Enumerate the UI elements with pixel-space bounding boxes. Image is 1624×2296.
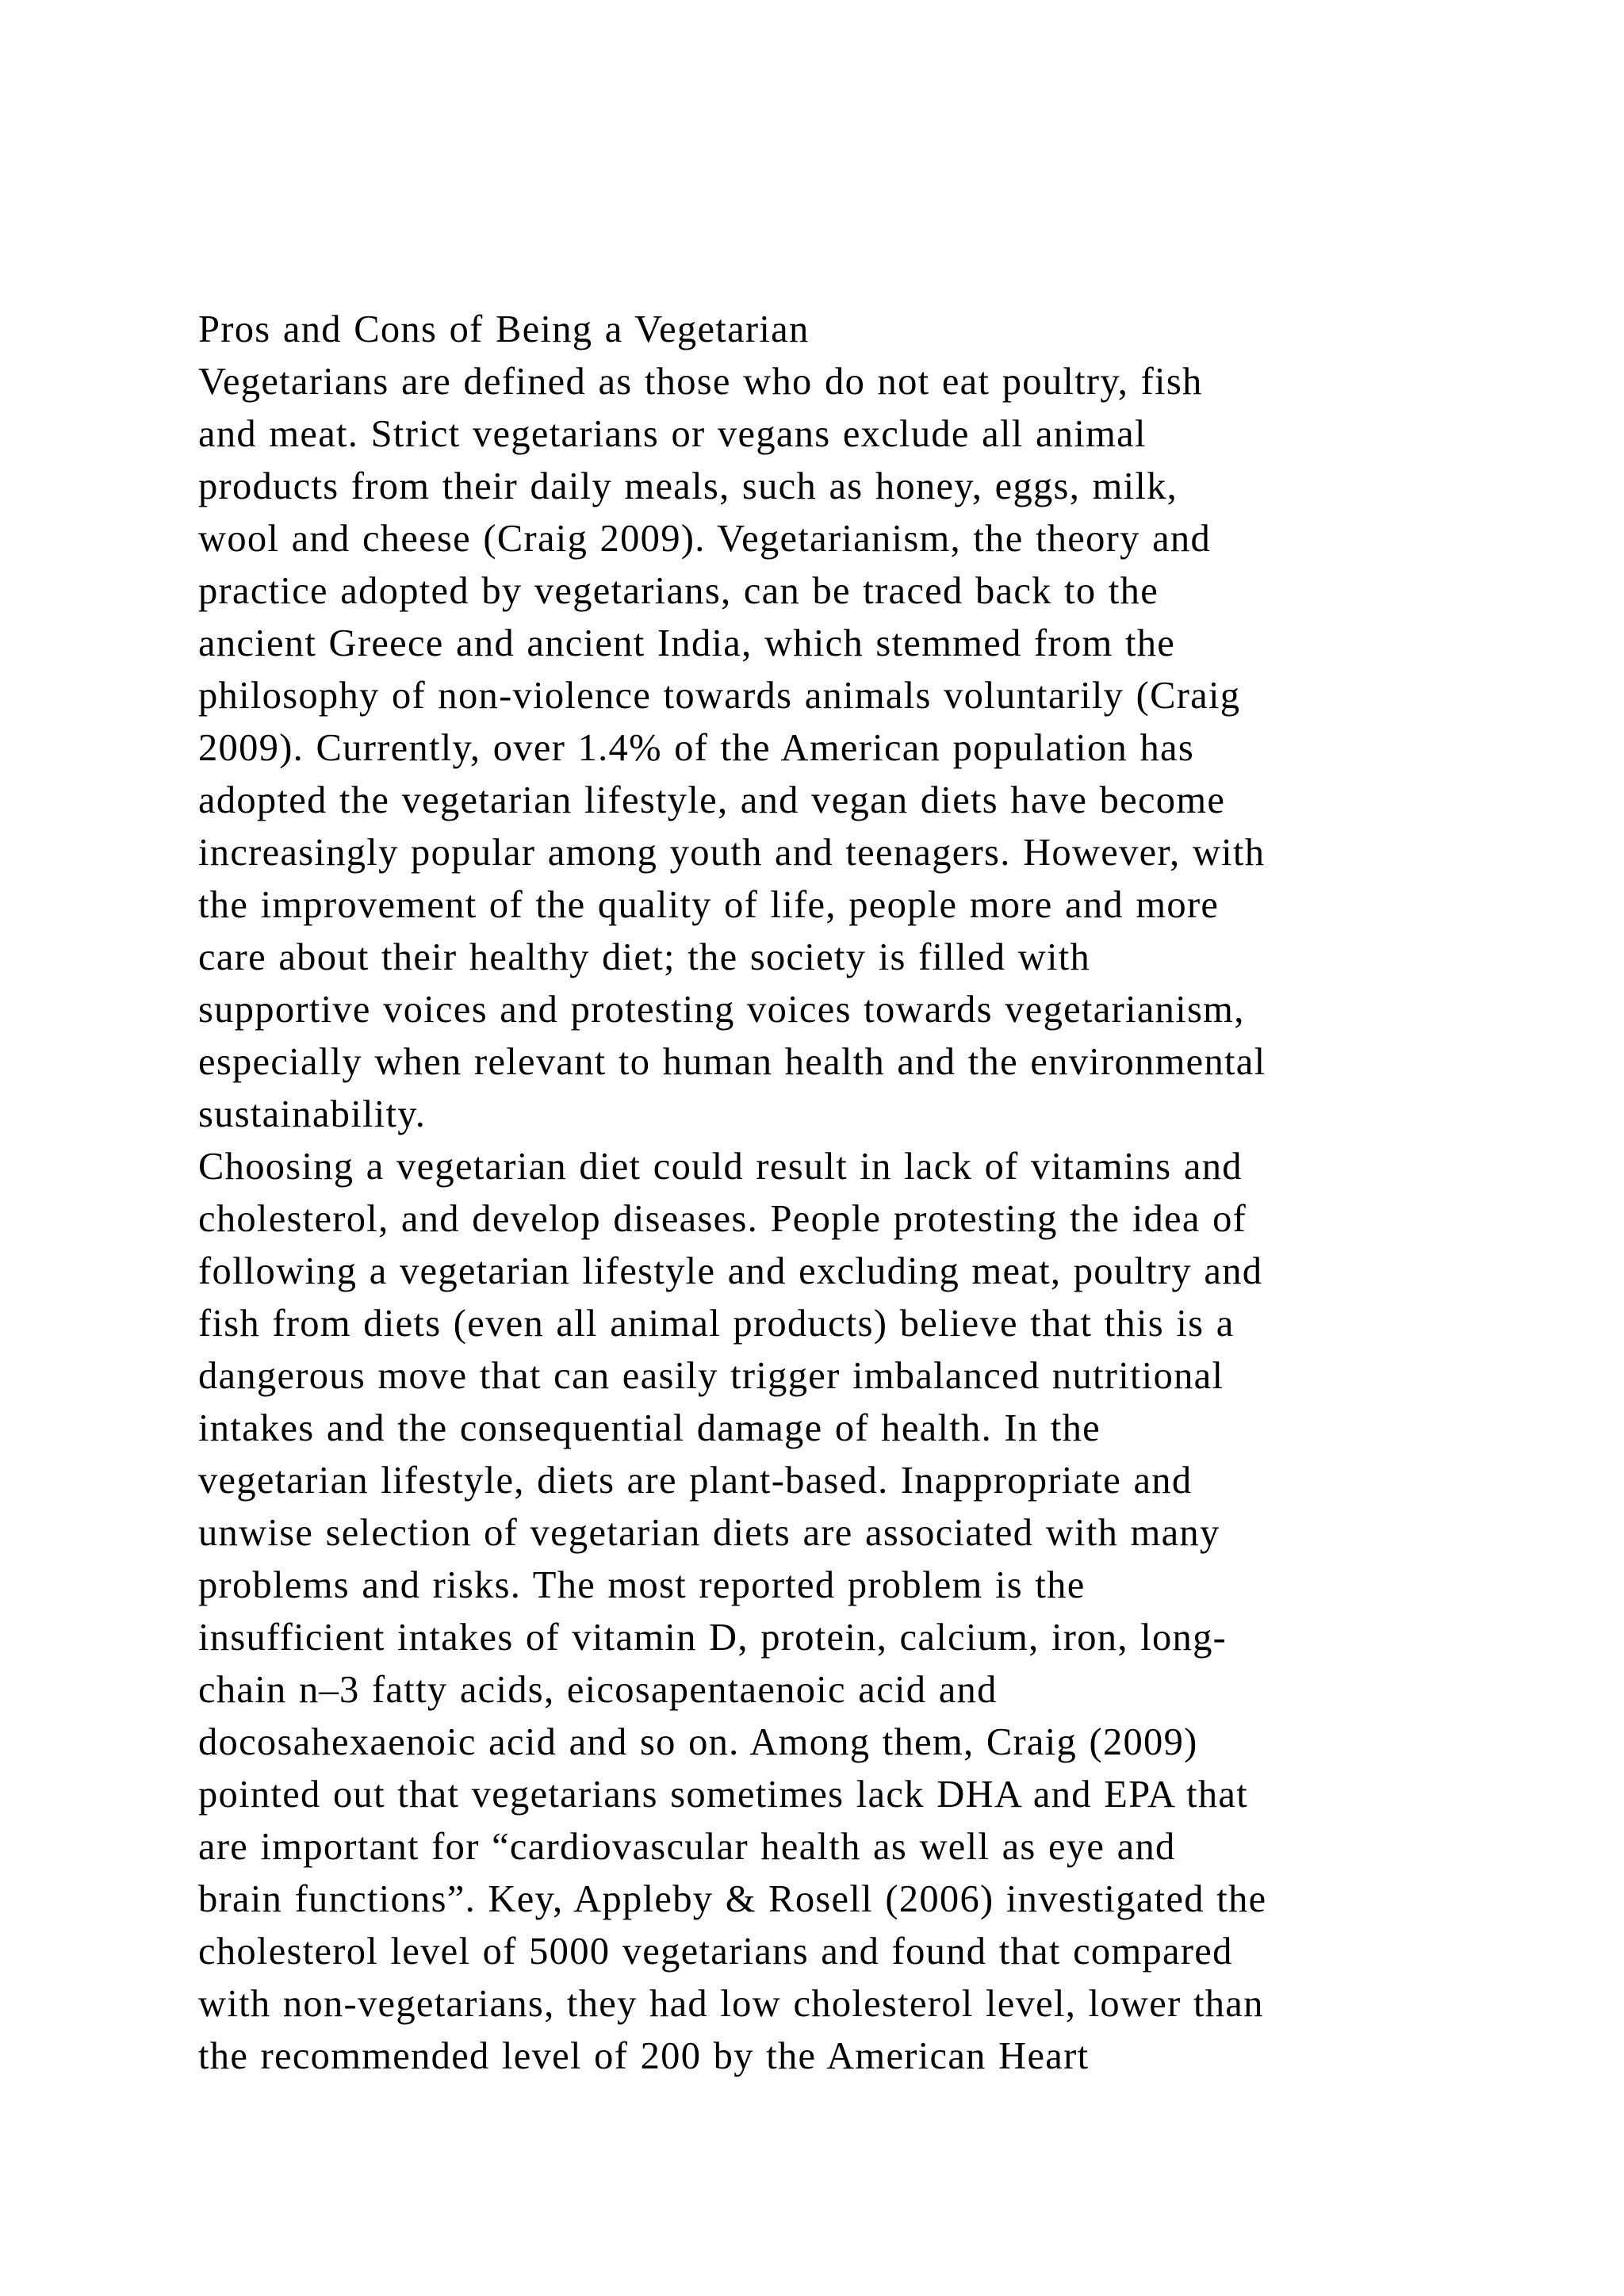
document-body (198, 304, 1530, 2083)
text-line: unwise selection of vegetarian diets are associated with many (198, 1512, 1220, 1554)
text-line: are important for “cardiovascular health as well as eye and (198, 1826, 1176, 1868)
text-line: wool and cheese (Craig 2009). Vegetarianism, the theory and (198, 518, 1211, 560)
text-line: brain functions”. Key, Appleby & Rosell (2006) investigated the (198, 1878, 1267, 1920)
text-line: insufficient intakes of vitamin D, protein, calcium, iron, long- (198, 1617, 1228, 1659)
text-line: fish from diets (even all animal products) believe that this is a (198, 1303, 1235, 1345)
text-line: sustainability. (198, 1093, 427, 1135)
text-line: products from their daily meals, such as honey, eggs, milk, (198, 465, 1178, 507)
text-line: increasingly popular among youth and teenagers. However, with (198, 832, 1266, 874)
text-line: adopted the vegetarian lifestyle, and vegan diets have become (198, 779, 1226, 821)
text-line: especially when relevant to human health and the environmental (198, 1041, 1266, 1083)
text-line: vegetarian lifestyle, diets are plant-based. Inappropriate and (198, 1460, 1193, 1502)
text-line: 2009). Currently, over 1.4% of the American population has (198, 727, 1195, 769)
text-line: docosahexaenoic acid and so on. Among them, Craig (2009) (198, 1721, 1198, 1763)
text-line: ancient Greece and ancient India, which stemmed from the (198, 622, 1176, 664)
text-line: cholesterol level of 5000 vegetarians and found that compared (198, 1931, 1233, 1973)
text-line: philosophy of non-violence towards animals voluntarily (Craig (198, 675, 1241, 717)
text-line: Choosing a vegetarian diet could result in lack of vitamins and (198, 1146, 1243, 1188)
document-title: Pros and Cons of Being a Vegetarian (198, 308, 810, 350)
text-line: supportive voices and protesting voices towards vegetarianism, (198, 989, 1245, 1031)
text-line: with non-vegetarians, they had low cholesterol level, lower than (198, 1983, 1264, 2025)
text-line: chain n–3 fatty acids, eicosapentaenoic acid and (198, 1669, 998, 1711)
text-line: pointed out that vegetarians sometimes lack DHA and EPA that (198, 1774, 1249, 1816)
text-line: practice adopted by vegetarians, can be traced back to the (198, 570, 1159, 612)
text-line: intakes and the consequential damage of health. In the (198, 1407, 1101, 1449)
text-line: the recommended level of 200 by the American Heart (198, 2035, 1090, 2077)
text-line: the improvement of the quality of life, people more and more (198, 884, 1220, 926)
text-line: care about their healthy diet; the society is filled with (198, 936, 1091, 978)
text-line: Vegetarians are defined as those who do not eat poultry, fish (198, 361, 1203, 403)
text-line: problems and risks. The most reported problem is the (198, 1564, 1086, 1606)
text-line: following a vegetarian lifestyle and excluding meat, poultry and (198, 1250, 1263, 1292)
text-line: and meat. Strict vegetarians or vegans exclude all animal (198, 413, 1147, 455)
text-line: cholesterol, and develop diseases. People protesting the idea of (198, 1198, 1247, 1240)
text-line: dangerous move that can easily trigger imbalanced nutritional (198, 1355, 1224, 1397)
